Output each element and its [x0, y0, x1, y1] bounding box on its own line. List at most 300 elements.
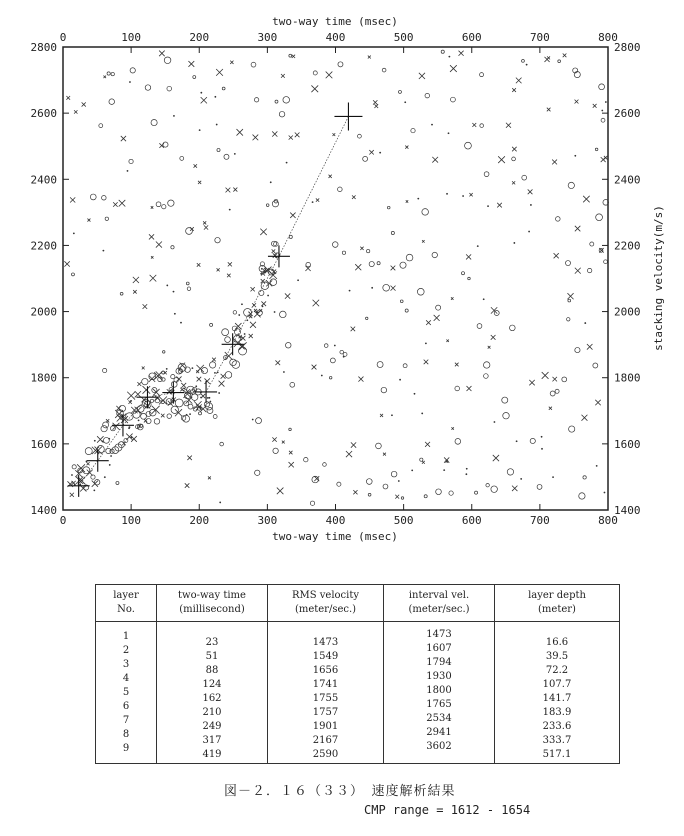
semblance-o-marker — [304, 458, 308, 462]
semblance-dot-marker — [398, 480, 400, 482]
semblance-x-marker — [506, 123, 511, 128]
semblance-dot-marker — [404, 101, 406, 103]
semblance-x-marker — [159, 51, 165, 57]
semblance-dot-marker — [446, 193, 448, 195]
semblance-x-marker — [121, 136, 126, 141]
semblance-dot-marker — [528, 231, 530, 233]
semblance-x-marker — [472, 123, 476, 127]
semblance-x-marker — [208, 476, 211, 479]
semblance-o-marker — [366, 249, 369, 252]
semblance-dot-marker — [574, 155, 576, 157]
semblance-dot-marker — [516, 440, 518, 442]
layer-depth-cell: 183.9 — [542, 707, 572, 718]
semblance-o-marker — [593, 363, 598, 368]
two-way-time-cell: 249 — [202, 721, 222, 732]
semblance-o-marker — [251, 62, 256, 67]
semblance-x-marker — [212, 358, 216, 362]
semblance-o-marker — [289, 54, 292, 57]
semblance-o-marker — [280, 311, 287, 318]
two-way-time-cell: 124 — [202, 679, 222, 690]
semblance-o-marker — [590, 242, 594, 246]
semblance-x-marker — [601, 157, 606, 162]
semblance-dot-marker — [411, 469, 413, 471]
semblance-x-marker — [552, 160, 557, 165]
layer-number-cell: 3 — [122, 659, 130, 670]
x-tick-label-bottom: 300 — [257, 514, 278, 527]
semblance-x-marker — [119, 200, 126, 207]
semblance-o-marker — [522, 59, 525, 62]
semblance-o-marker — [377, 362, 383, 368]
semblance-x-marker — [469, 193, 472, 196]
semblance-o-marker — [400, 262, 406, 268]
semblance-x-marker — [266, 280, 272, 286]
x-tick-label-bottom: 100 — [121, 514, 142, 527]
semblance-x-marker — [71, 481, 75, 485]
semblance-dot-marker — [462, 195, 464, 197]
semblance-o-marker — [154, 419, 160, 425]
semblance-x-marker — [87, 462, 90, 465]
semblance-x-marker — [203, 221, 206, 224]
semblance-o-marker — [209, 362, 215, 368]
semblance-o-marker — [604, 260, 608, 264]
semblance-dot-marker — [229, 209, 231, 211]
layer-number-cell: 2 — [122, 645, 130, 656]
semblance-x-marker — [528, 189, 533, 194]
layer-number-cell: 6 — [122, 701, 130, 712]
semblance-x-marker — [313, 300, 320, 307]
semblance-dot-marker — [283, 371, 285, 373]
semblance-x-marker — [234, 339, 242, 347]
semblance-o-marker — [141, 413, 147, 419]
semblance-x-marker — [87, 219, 90, 222]
semblance-x-marker — [226, 188, 231, 193]
layer-number-cell: 4 — [122, 673, 130, 684]
semblance-x-marker — [216, 69, 223, 76]
semblance-x-marker — [106, 419, 109, 422]
x-tick-label-top: 800 — [598, 31, 618, 44]
semblance-x-marker — [554, 253, 559, 258]
semblance-o-marker — [383, 284, 390, 291]
semblance-o-marker — [441, 50, 444, 53]
time-column — [157, 622, 268, 764]
semblance-o-marker — [91, 475, 95, 479]
x-tick-label-top: 100 — [121, 31, 142, 44]
layer-depth-cell: 72.2 — [545, 665, 569, 676]
layer-depth-cell: 107.7 — [542, 679, 572, 690]
semblance-x-marker — [282, 441, 285, 444]
semblance-o-marker — [480, 124, 484, 128]
axis-ticks — [31, 31, 641, 527]
semblance-x-marker — [252, 303, 256, 307]
semblance-x-marker — [552, 377, 556, 381]
semblance-x-marker — [135, 391, 141, 397]
semblance-o-marker — [424, 495, 427, 498]
semblance-dot-marker — [179, 368, 181, 370]
semblance-o-marker — [411, 128, 415, 132]
y-tick-label-right: 1800 — [614, 371, 641, 385]
semblance-o-marker — [601, 118, 605, 122]
semblance-dot-marker — [217, 372, 219, 374]
semblance-x-marker — [395, 495, 399, 499]
semblance-o-marker — [406, 254, 413, 261]
semblance-o-marker — [129, 159, 133, 163]
semblance-x-marker — [66, 96, 70, 100]
semblance-x-marker — [333, 133, 336, 136]
semblance-x-marker — [289, 451, 292, 454]
semblance-o-marker — [205, 403, 212, 410]
semblance-o-marker — [342, 251, 345, 254]
semblance-dot-marker — [477, 245, 479, 247]
semblance-o-marker — [168, 200, 174, 206]
semblance-x-marker — [70, 197, 75, 202]
semblance-dot-marker — [191, 367, 193, 369]
semblance-o-marker — [275, 100, 278, 103]
semblance-o-marker — [150, 399, 153, 402]
semblance-o-marker — [112, 447, 119, 454]
semblance-o-marker — [188, 404, 193, 409]
y-tick-label-left: 2400 — [30, 173, 57, 187]
layer-depth-cell: 16.6 — [545, 637, 569, 648]
semblance-x-marker — [455, 363, 459, 367]
semblance-o-marker — [480, 73, 484, 77]
picked-velocity-cross — [87, 450, 109, 472]
semblance-x-marker — [176, 376, 181, 381]
semblance-dot-marker — [520, 478, 522, 480]
semblance-o-marker — [222, 87, 225, 90]
x-tick-label-top: 200 — [189, 31, 210, 44]
semblance-x-marker — [380, 414, 383, 417]
semblance-o-marker — [420, 458, 423, 461]
semblance-o-marker — [405, 309, 408, 312]
y-tick-label-right: 2000 — [614, 305, 641, 319]
semblance-o-marker — [186, 228, 193, 235]
x-axis-title-bottom: two-way time (msec) — [272, 530, 398, 543]
semblance-x-marker — [260, 229, 266, 235]
semblance-dot-marker — [257, 312, 259, 314]
interval-velocity-cell: 3602 — [426, 741, 452, 752]
two-way-time-cell: 51 — [205, 651, 219, 662]
semblance-o-marker — [337, 482, 341, 486]
semblance-o-marker — [266, 204, 269, 207]
semblance-x-marker — [498, 156, 505, 163]
semblance-dot-marker — [261, 268, 263, 270]
rms-velocity-cell: 1757 — [312, 707, 339, 718]
semblance-dot-marker — [166, 368, 168, 370]
semblance-o-marker — [565, 261, 570, 266]
semblance-x-marker — [151, 206, 153, 208]
y-axis-title-right: stacking velocity(m/s) — [652, 205, 665, 351]
semblance-o-marker — [126, 413, 133, 420]
semblance-o-marker — [383, 484, 388, 489]
semblance-x-marker — [230, 61, 233, 64]
semblance-dot-marker — [465, 473, 467, 475]
semblance-dot-marker — [267, 295, 269, 297]
semblance-dot-marker — [174, 313, 176, 315]
velocity-table — [95, 584, 620, 764]
interval-velocity-cell: 2534 — [426, 713, 452, 724]
two-way-time-cell: 210 — [202, 707, 222, 718]
semblance-o-marker — [233, 311, 237, 315]
rms-velocity-cell: 1741 — [312, 679, 339, 690]
semblance-o-marker — [477, 324, 482, 329]
semblance-dot-marker — [189, 413, 191, 415]
semblance-dot-marker — [73, 232, 75, 234]
semblance-x-marker — [135, 407, 142, 414]
semblance-x-marker — [583, 196, 589, 202]
semblance-x-marker — [422, 240, 425, 243]
semblance-o-marker — [449, 491, 453, 495]
semblance-x-marker — [133, 290, 137, 294]
layer-column — [96, 622, 157, 764]
semblance-dot-marker — [216, 124, 218, 126]
semblance-o-marker — [286, 342, 292, 348]
y-tick-label-right: 1400 — [614, 504, 641, 517]
semblance-x-marker — [133, 277, 139, 283]
semblance-o-marker — [90, 194, 96, 200]
semblance-x-marker — [228, 262, 232, 266]
picked-velocity-cross — [162, 382, 184, 404]
semblance-x-marker — [575, 226, 581, 232]
interval-velocity-cell: 2941 — [426, 727, 452, 738]
y-tick-label-left: 2800 — [30, 41, 57, 54]
semblance-dot-marker — [417, 198, 419, 200]
semblance-o-marker — [167, 86, 172, 91]
semblance-o-marker — [329, 376, 332, 379]
semblance-dot-marker — [552, 476, 554, 478]
interval-velocity-cell: 1800 — [426, 685, 452, 696]
table-body-row — [96, 622, 620, 764]
semblance-dot-marker — [286, 162, 288, 164]
semblance-o-marker — [171, 406, 178, 413]
semblance-o-marker — [289, 428, 292, 431]
semblance-x-marker — [425, 442, 430, 447]
semblance-dot-marker — [71, 474, 73, 476]
semblance-x-marker — [563, 54, 567, 58]
semblance-dot-marker — [129, 81, 131, 83]
semblance-o-marker — [163, 142, 168, 147]
semblance-o-marker — [145, 85, 151, 91]
semblance-o-marker — [310, 501, 314, 505]
semblance-o-marker — [484, 374, 489, 379]
semblance-o-marker — [537, 484, 542, 489]
table-header-row — [96, 585, 620, 622]
header-layer: layer No. — [96, 585, 157, 622]
semblance-x-marker — [419, 73, 425, 79]
y-tick-label-left: 1400 — [30, 504, 57, 517]
semblance-x-marker — [233, 188, 237, 192]
semblance-o-marker — [381, 387, 387, 393]
two-way-time-cell: 162 — [202, 693, 222, 704]
layer-number-cell: 9 — [122, 743, 130, 754]
semblance-o-marker — [556, 217, 561, 222]
semblance-o-marker — [102, 195, 107, 200]
semblance-o-marker — [338, 187, 343, 192]
semblance-dot-marker — [218, 392, 220, 394]
interval-velocity-cell: 1765 — [426, 699, 452, 710]
picked-velocity-cross — [136, 386, 158, 408]
semblance-dot-marker — [448, 132, 450, 134]
semblance-o-marker — [72, 465, 76, 469]
semblance-x-marker — [295, 132, 300, 137]
semblance-x-marker — [272, 437, 276, 441]
semblance-o-marker — [156, 202, 161, 207]
semblance-o-marker — [587, 268, 591, 272]
semblance-o-marker — [186, 282, 189, 285]
interval-velocity-cell: 1794 — [426, 657, 452, 668]
semblance-o-marker — [530, 438, 535, 443]
semblance-dot-marker — [494, 421, 496, 423]
semblance-o-marker — [99, 124, 103, 128]
semblance-x-marker — [277, 488, 284, 495]
semblance-dot-marker — [214, 96, 216, 98]
semblance-dot-marker — [448, 56, 450, 58]
semblance-o-marker — [225, 337, 231, 343]
semblance-x-marker — [369, 150, 373, 154]
semblance-o-marker — [187, 287, 191, 291]
x-tick-label-bottom: 700 — [529, 514, 550, 527]
semblance-x-marker — [272, 249, 276, 253]
semblance-o-marker — [103, 437, 109, 443]
semblance-dot-marker — [391, 414, 393, 416]
semblance-x-marker — [450, 65, 457, 72]
semblance-x-marker — [168, 401, 173, 406]
semblance-x-marker — [406, 200, 408, 202]
semblance-o-marker — [283, 97, 290, 104]
semblance-o-marker — [142, 378, 148, 384]
semblance-x-marker — [426, 320, 431, 325]
semblance-dot-marker — [128, 427, 130, 429]
semblance-o-marker — [363, 156, 368, 161]
semblance-x-marker — [156, 242, 162, 248]
semblance-dot-marker — [186, 414, 188, 416]
semblance-dot-marker — [109, 464, 111, 466]
x-tick-label-bottom: 600 — [461, 514, 482, 527]
semblance-o-marker — [164, 57, 171, 64]
semblance-o-marker — [225, 372, 232, 379]
semblance-x-marker — [459, 51, 464, 56]
semblance-dot-marker — [219, 502, 221, 504]
semblance-o-marker — [568, 182, 574, 188]
semblance-dot-marker — [605, 101, 607, 103]
semblance-x-marker — [451, 427, 453, 429]
semblance-dot-marker — [214, 372, 216, 374]
semblance-o-marker — [486, 483, 489, 486]
semblance-x-marker — [272, 131, 277, 136]
two-way-time-cell: 317 — [202, 735, 222, 746]
semblance-x-marker — [289, 462, 294, 467]
semblance-x-marker — [74, 110, 77, 113]
semblance-dot-marker — [334, 345, 336, 347]
semblance-x-marker — [198, 181, 201, 184]
semblance-x-marker — [405, 146, 408, 149]
rms-column — [268, 622, 384, 764]
semblance-x-marker — [549, 407, 552, 410]
semblance-x-marker — [292, 55, 295, 58]
semblance-o-marker — [101, 426, 107, 432]
semblance-o-marker — [183, 415, 190, 422]
semblance-o-marker — [109, 99, 115, 105]
semblance-o-marker — [503, 412, 509, 418]
semblance-x-marker — [491, 335, 496, 340]
semblance-o-marker — [522, 175, 527, 180]
semblance-x-marker — [311, 85, 318, 92]
x-axis-title-top: two-way time (msec) — [272, 15, 398, 28]
picked-velocity-crosses — [68, 102, 363, 496]
semblance-x-marker — [285, 293, 290, 298]
semblance-x-marker — [516, 78, 522, 84]
picked-velocity-cross — [268, 245, 290, 267]
semblance-o-marker — [436, 489, 442, 495]
rms-velocity-cell: 1755 — [312, 693, 339, 704]
semblance-x-marker — [289, 135, 293, 139]
semblance-x-marker — [466, 254, 471, 259]
semblance-o-marker — [220, 442, 224, 446]
semblance-o-marker — [110, 426, 115, 431]
semblance-o-marker — [369, 261, 374, 266]
semblance-x-marker — [424, 360, 429, 365]
semblance-x-marker — [144, 419, 147, 422]
semblance-o-marker — [193, 76, 196, 79]
semblance-o-marker — [596, 214, 603, 221]
semblance-x-marker — [351, 327, 356, 332]
semblance-o-marker — [575, 347, 580, 352]
semblance-x-marker — [197, 377, 202, 382]
x-tick-label-top: 700 — [529, 31, 550, 44]
semblance-x-marker — [567, 293, 573, 299]
semblance-x-marker — [512, 147, 517, 152]
semblance-o-marker — [163, 351, 165, 353]
semblance-o-marker — [217, 148, 220, 151]
semblance-o-marker — [151, 120, 157, 126]
semblance-x-marker — [581, 415, 587, 421]
semblance-x-marker — [604, 156, 607, 159]
semblance-o-marker — [451, 97, 456, 102]
semblance-dot-marker — [379, 152, 381, 154]
semblance-o-marker — [279, 111, 285, 117]
picked-velocity-cross — [195, 381, 217, 403]
semblance-x-marker — [250, 322, 256, 328]
layer-depth-cell: 39.5 — [545, 651, 569, 662]
semblance-x-marker — [261, 301, 266, 306]
semblance-o-marker — [461, 272, 464, 275]
semblance-x-marker — [152, 406, 160, 414]
x-tick-label-bottom: 200 — [189, 514, 210, 527]
semblance-x-marker — [391, 286, 396, 291]
semblance-o-marker — [468, 277, 471, 280]
y-tick-label-left: 1600 — [30, 437, 57, 451]
x-tick-label-top: 600 — [461, 31, 482, 44]
semblance-o-marker — [474, 491, 477, 494]
semblance-o-marker — [422, 209, 429, 216]
semblance-o-marker — [387, 206, 390, 209]
semblance-o-marker — [270, 279, 277, 286]
y-tick-label-right: 2800 — [614, 41, 641, 54]
y-tick-label-left: 2000 — [30, 305, 57, 319]
semblance-o-marker — [222, 329, 229, 336]
x-tick-label-top: 500 — [393, 31, 414, 44]
semblance-o-marker — [116, 481, 119, 484]
semblance-x-marker — [432, 157, 438, 163]
layer-depth-cell: 333.7 — [542, 735, 572, 746]
x-tick-label-top: 0 — [59, 31, 67, 44]
semblance-o-marker — [483, 362, 489, 368]
semblance-o-marker — [398, 90, 401, 93]
semblance-o-marker — [83, 467, 90, 474]
semblance-dot-marker — [207, 397, 209, 399]
y-tick-label-left: 2600 — [30, 107, 57, 121]
semblance-x-marker — [127, 392, 135, 400]
layer-number-cell: 7 — [122, 715, 130, 726]
